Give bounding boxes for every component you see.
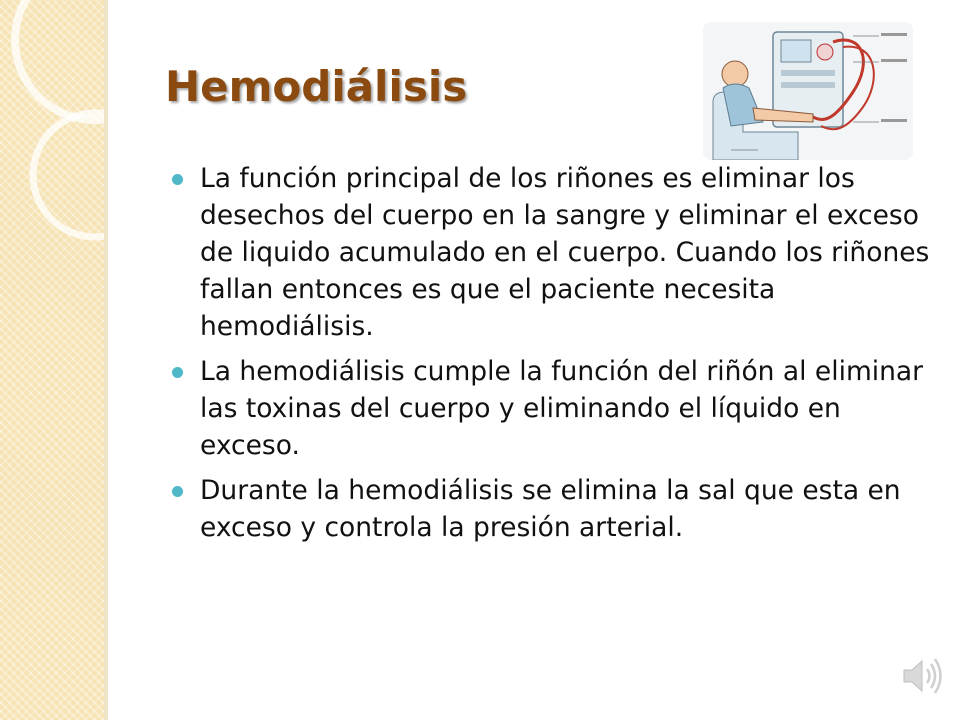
speaker-icon[interactable] bbox=[898, 652, 946, 700]
hemodialysis-illustration bbox=[703, 22, 913, 160]
bullet-item bbox=[172, 353, 932, 464]
bullet-text: La función principal de los riñones es eliminar los desechos del cuerpo en la sangre y eliminar el exceso de liquido acumulado en el cuerpo. Cuando los riñones fallan entonces es que el paciente necesita hemodiálisis. bbox=[200, 163, 930, 342]
decorative-side-band bbox=[0, 0, 108, 720]
bullet-list bbox=[172, 160, 932, 554]
slide-title: Hemodiálisis bbox=[165, 62, 468, 111]
bullet-dot-icon bbox=[172, 367, 183, 378]
decorative-circles bbox=[0, 0, 104, 720]
bullet-dot-icon bbox=[172, 486, 183, 497]
bullet-text: Durante la hemodiálisis se elimina la sal que esta en exceso y controla la presión arterial. bbox=[200, 475, 901, 543]
bullet-text: La hemodiálisis cumple la función del riñón al eliminar las toxinas del cuerpo y eliminando el líquido en exceso. bbox=[200, 356, 924, 461]
bullet-item bbox=[172, 160, 932, 345]
bullet-item bbox=[172, 472, 932, 546]
bullet-dot-icon bbox=[172, 174, 183, 185]
